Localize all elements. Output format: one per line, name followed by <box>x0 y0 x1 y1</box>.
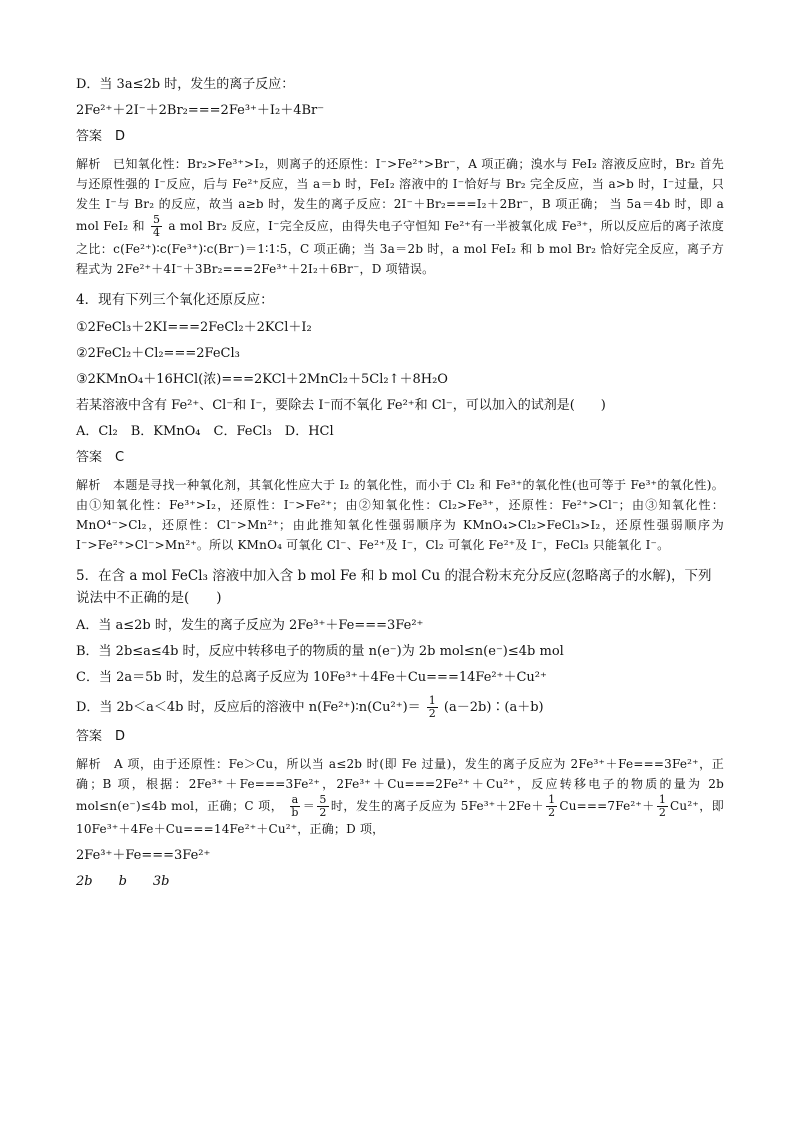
fraction-denominator: 2 <box>428 707 436 720</box>
fraction-denominator: b <box>291 806 299 819</box>
fraction-numerator: 1 <box>658 793 667 806</box>
question-4-options: A．Cl₂ B．KMnO₄ C．FeCl₃ D．HCl <box>76 424 334 439</box>
fraction-numerator: 5 <box>152 213 161 226</box>
question-5-option-a: A．当 a≤2b 时，发生的离子反应为 2Fe³⁺＋Fe===3Fe²⁺ <box>76 618 424 633</box>
question-4-explanation: 解析 本题是寻找一种氧化剂，其氧化性应大于 I₂ 的氧化性，而小于 Cl₂ 和 Fe³⁺的氧化性(也可等于 Fe³⁺的氧化性)。由①知氧化性：Fe³⁺>I₂，还原性：I⁻>Fe²⁺；由②知氧化性：Cl₂>Fe³⁺，还原性：Fe²⁺>Cl⁻；由③知氧化性：MnO⁴⁻>Cl₂，还原性：Cl⁻>Mn²⁺；由此推知氧化性强弱顺序为 KMnO₄>Cl₂>FeCl₃>I₂，还原性强弱顺序为 I⁻>Fe²⁺>Cl⁻>Mn²⁺。所以 KMnO₄ 可氧化 Cl⁻、Fe²⁺及 I⁻，Cl₂ 可氧化 Fe²⁺及 I⁻，FeCl₃ 只能氧化 I⁻。 <box>76 478 724 552</box>
q5-exp-text-3: Cu===7Fe²⁺＋ <box>559 799 655 813</box>
fraction-denominator: 4 <box>152 226 161 239</box>
fraction-denominator: 2 <box>658 806 667 819</box>
q5-equation-values: 2b b 3b <box>76 874 170 889</box>
fraction-numerator: 5 <box>319 793 327 806</box>
q5-equation: 2Fe³⁺＋Fe===3Fe²⁺ <box>76 848 211 863</box>
reaction-3: ③2KMnO₄＋16HCl(浓)===2KCl＋2MnCl₂＋5Cl₂↑＋8H₂O <box>76 372 448 387</box>
q5-exp-text-2: 时，发生的离子反应为 5Fe³⁺＋2Fe＋ <box>330 799 545 813</box>
answer-label: 答案 D <box>76 129 126 144</box>
fraction <box>657 794 668 819</box>
fraction <box>317 794 328 819</box>
reaction-1: ①2FeCl₃＋2KI===2FeCl₂＋2KCl＋I₂ <box>76 320 312 335</box>
explanation-text-1: 解析 已知氧化性：Br₂>Fe³⁺>I₂，则离子的还原性：I⁻>Fe²⁺>Br⁻，A 项正确；溴水与 FeI₂ 溶液反应时，Br₂ 首先与还原性强的 I⁻反应，后与 Fe²⁺反应，当 a＝b 时，FeI₂ 溶液中的 I⁻恰好与 Br₂ 完全反应，当 a>b 时，I⁻过量，只发生 I⁻与 Br₂ 的反应，故当 a≥b 时，发生的离子反应：2I⁻＋Br₂===I₂＋2Br⁻，B 项正确； <box>76 157 724 211</box>
explanation-paragraph <box>76 154 724 279</box>
question-4-answer: 答案 C <box>76 450 125 465</box>
question-5-explanation <box>76 754 724 839</box>
question-5-option-d <box>76 695 724 720</box>
document-page <box>76 76 724 891</box>
q5-exp-text-1: 解析 A 项，由于还原性：Fe＞Cu，所以当 a≤2b 时(即 Fe 过量)，发生的离子反应为 2Fe³⁺＋Fe===3Fe²⁺，正确；B 项，根据：2Fe³⁺＋Fe===3Fe²⁺，2Fe³⁺＋Cu===2Fe²⁺＋Cu²⁺，反应转移电子的物质的量为 2b mol≤n(e⁻)≤4b mol，正确；C 项， <box>76 757 724 813</box>
explanation-text-3: a mol Br₂ 反应，I⁻完全反应，由得失电子守恒知 Fe²⁺有一半被氧化成 Fe³⁺，所以反应后的离子浓度之比：c(Fe²⁺)∶c(Fe³⁺)∶c(Br⁻)＝1∶1∶5，C 项正确；当 3a＝2b 时，a mol FeI₂ 和 b mol Br₂ 恰好完全反应，离子方程式为 2Fe²⁺＋4I⁻＋3Br₂===2Fe³⁺＋2I₂＋6Br⁻，D 项错误。 <box>76 219 724 276</box>
fraction-numerator: 1 <box>428 694 436 707</box>
fraction <box>290 794 301 819</box>
question-5-answer: 答案 D <box>76 729 126 744</box>
option-d-line: D．当 3a≤2b 时，发生的离子反应： <box>76 77 295 92</box>
reaction-2: ②2FeCl₂＋Cl₂===2FeCl₃ <box>76 346 240 361</box>
fraction-numerator: 1 <box>548 793 556 806</box>
fraction <box>546 794 557 819</box>
fraction-denominator: 2 <box>319 806 327 819</box>
question-5-option-c: C．当 2a＝5b 时，发生的总离子反应为 10Fe³⁺＋4Fe＋Cu===14Fe²⁺＋Cu²⁺ <box>76 670 547 685</box>
question-5-option-b: B．当 2b≤a≤4b 时，反应中转移电子的物质的量 n(e⁻)为 2b mol≤n(e⁻)≤4b mol <box>76 644 564 659</box>
question-5-title: 5．在含 a mol FeCl₃ 溶液中加入含 b mol Fe 和 b mol Cu 的混合粉末充分反应(忽略离子的水解)，下列说法中不正确的是( ) <box>76 568 712 606</box>
fraction <box>427 695 438 720</box>
explanation-text-2: 当 5a＝4b 时，即 a mol FeI₂ 和 <box>76 197 724 233</box>
q5-exp-text-4: Cu²⁺，即 10Fe³⁺＋4Fe＋Cu===14Fe²⁺＋Cu²⁺，正确；D 项， <box>76 799 725 836</box>
question-4-title: 4．现有下列三个氧化还原反应： <box>76 292 274 308</box>
option-d-text: D．当 2b＜a＜4b 时，反应后的溶液中 n(Fe²⁺)∶n(Cu²⁺)＝ <box>76 700 421 715</box>
fraction-numerator: a <box>291 793 299 806</box>
equation-line: 2Fe²⁺＋2I⁻＋2Br₂===2Fe³⁺＋I₂＋4Br⁻ <box>76 103 325 118</box>
q5-exp-eq-sign: ＝ <box>302 799 316 813</box>
fraction-denominator: 2 <box>548 806 556 819</box>
question-4-stem: 若某溶液中含有 Fe²⁺、Cl⁻和 I⁻，要除去 I⁻而不氧化 Fe²⁺和 Cl⁻，可以加入的试剂是( ) <box>76 398 606 413</box>
fraction <box>151 214 162 239</box>
option-d-tail: (a－2b)∶(a＋b) <box>443 700 544 715</box>
